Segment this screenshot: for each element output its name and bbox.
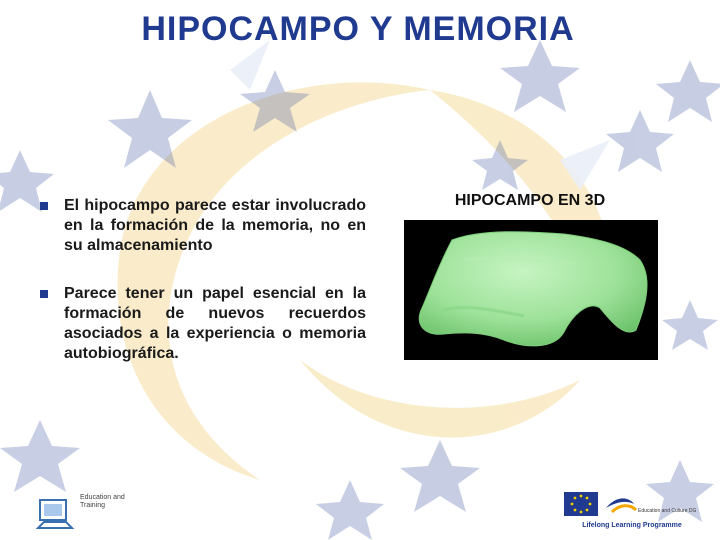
bullet-text: Parece tener un papel esencial en la formación de nuevos recuerdos asociados a la experiencia o memoria autobiográfica. (64, 285, 366, 362)
computer-icon (36, 494, 76, 534)
bullet-item (40, 196, 366, 256)
bullet-square-icon (40, 290, 48, 298)
logo-left-caption: Education and Training (80, 494, 125, 509)
eu-flag-icon (562, 490, 712, 522)
slide-title: HIPOCAMPO Y MEMORIA (141, 10, 575, 48)
logo-right-subcaption: Education and Culture DG (638, 508, 697, 514)
bullet-item (40, 284, 366, 364)
image-heading: HIPOCAMPO EN 3D (454, 192, 606, 209)
logo-right-caption: Lifelong Learning Programme (582, 522, 682, 529)
bullet-list (40, 196, 366, 392)
education-training-logo (36, 494, 126, 534)
bullet-text: El hipocampo parece estar involucrado en la formación de la memoria, no en su almacenamiento (64, 197, 366, 254)
hippocampus-shape (404, 220, 658, 360)
bullet-square-icon (40, 202, 48, 210)
eu-llp-logo (562, 490, 712, 534)
hippocampus-3d-image (404, 220, 658, 360)
